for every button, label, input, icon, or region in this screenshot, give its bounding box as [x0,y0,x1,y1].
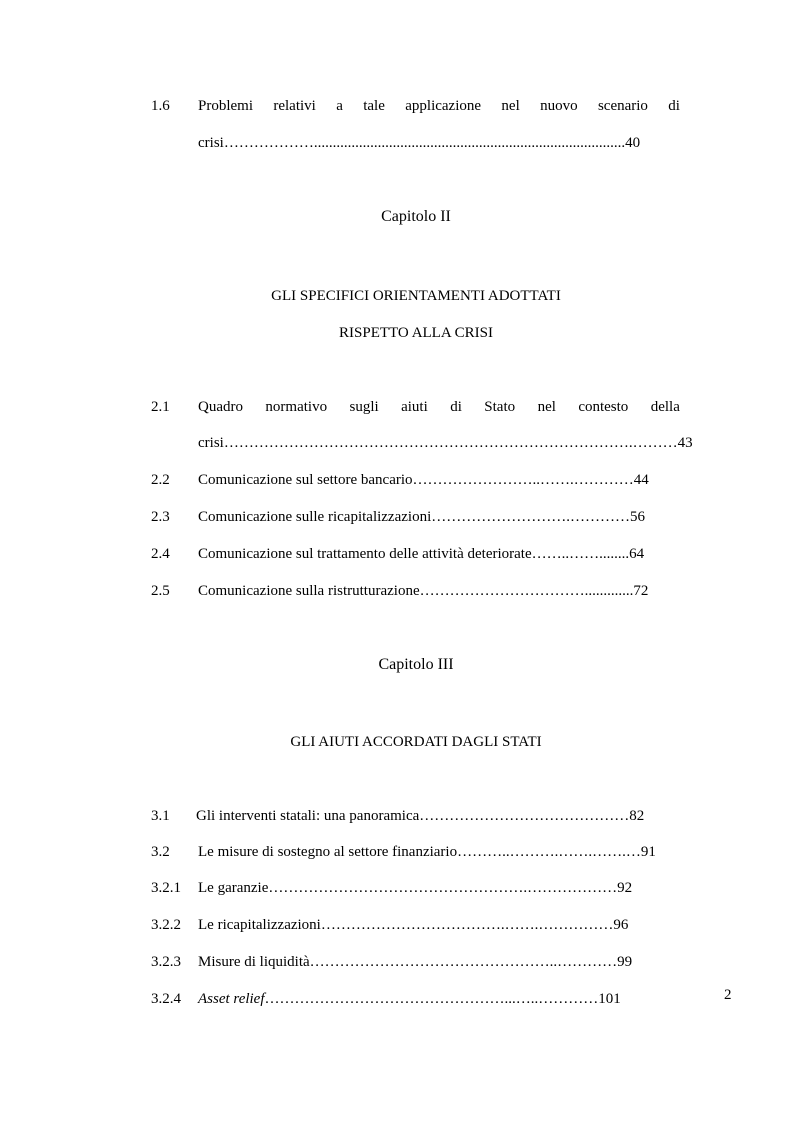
word: Problemi [198,98,253,114]
toc-number: 2.3 [151,509,170,525]
toc-entry-text: Comunicazione sul trattamento delle attività deteriorate……..……........64 [198,546,645,562]
word: di [450,399,462,415]
toc-entry-continuation: crisi………………...................................................................................40 [198,135,641,151]
toc-entry-text: Misure di liquidità…………………………………………..…………99 [198,954,633,970]
toc-entry-text [198,990,621,1008]
italic-title: Asset relief [198,991,265,1007]
chapter-heading: GLI AIUTI ACCORDATI DAGLI STATI [290,734,542,750]
toc-entry-text: Le misure di sostegno al settore finanziario………..……….…….…….…91 [198,844,656,860]
chapter-heading: RISPETTO ALLA CRISI [339,325,493,341]
word: normativo [265,399,328,415]
word: Stato [484,399,516,415]
chapter-title: Capitolo III [378,656,454,673]
toc-number: 3.2.1 [151,880,181,896]
toc-entry-text [198,97,680,115]
toc-number: 2.2 [151,472,170,488]
word: Quadro [198,399,243,415]
word: sugli [349,399,379,415]
toc-number: 3.2.4 [151,991,181,1007]
toc-entry-text [198,398,680,416]
toc-number: 1.6 [151,98,170,114]
toc-leader: …………………………………………...…..…………101 [264,991,621,1007]
toc-entry-text: Comunicazione sul settore bancario……………………..…….…………44 [198,472,649,488]
word: contesto [578,399,629,415]
chapter-title: Capitolo II [381,208,451,225]
toc-entry-text: Comunicazione sulle ricapitalizzazioni……………………….…………56 [198,509,645,525]
word: aiuti [401,399,428,415]
word: a [336,98,343,114]
word: della [650,399,680,415]
toc-number: 2.4 [151,546,170,562]
word: scenario [597,98,648,114]
toc-number: 3.2.2 [151,917,181,933]
word: nel [537,399,556,415]
toc-number: 2.5 [151,583,170,599]
toc-entry-text: Le garanzie…………………………………………….………………92 [198,880,633,896]
toc-entry-text: Comunicazione sulla ristrutturazione…………………………….............72 [198,583,649,599]
page-number: 2 [724,987,732,1003]
word: applicazione [405,98,482,114]
toc-number: 3.1 [151,808,170,824]
toc-entry-text: Le ricapitalizzazioni……………………………….…….……………96 [198,917,629,933]
word: nel [501,98,520,114]
toc-entry-text: Gli interventi statali: una panoramica……………………………………82 [196,808,645,824]
toc-entry-continuation: crisi……………………………………………………………………….………43 [198,435,693,451]
toc-number: 3.2 [151,844,170,860]
word: nuovo [540,98,578,114]
word: tale [363,98,385,114]
toc-number: 2.1 [151,399,170,415]
chapter-heading: GLI SPECIFICI ORIENTAMENTI ADOTTATI [271,288,561,304]
word: di [668,98,680,114]
word: relativi [273,98,316,114]
toc-number: 3.2.3 [151,954,181,970]
